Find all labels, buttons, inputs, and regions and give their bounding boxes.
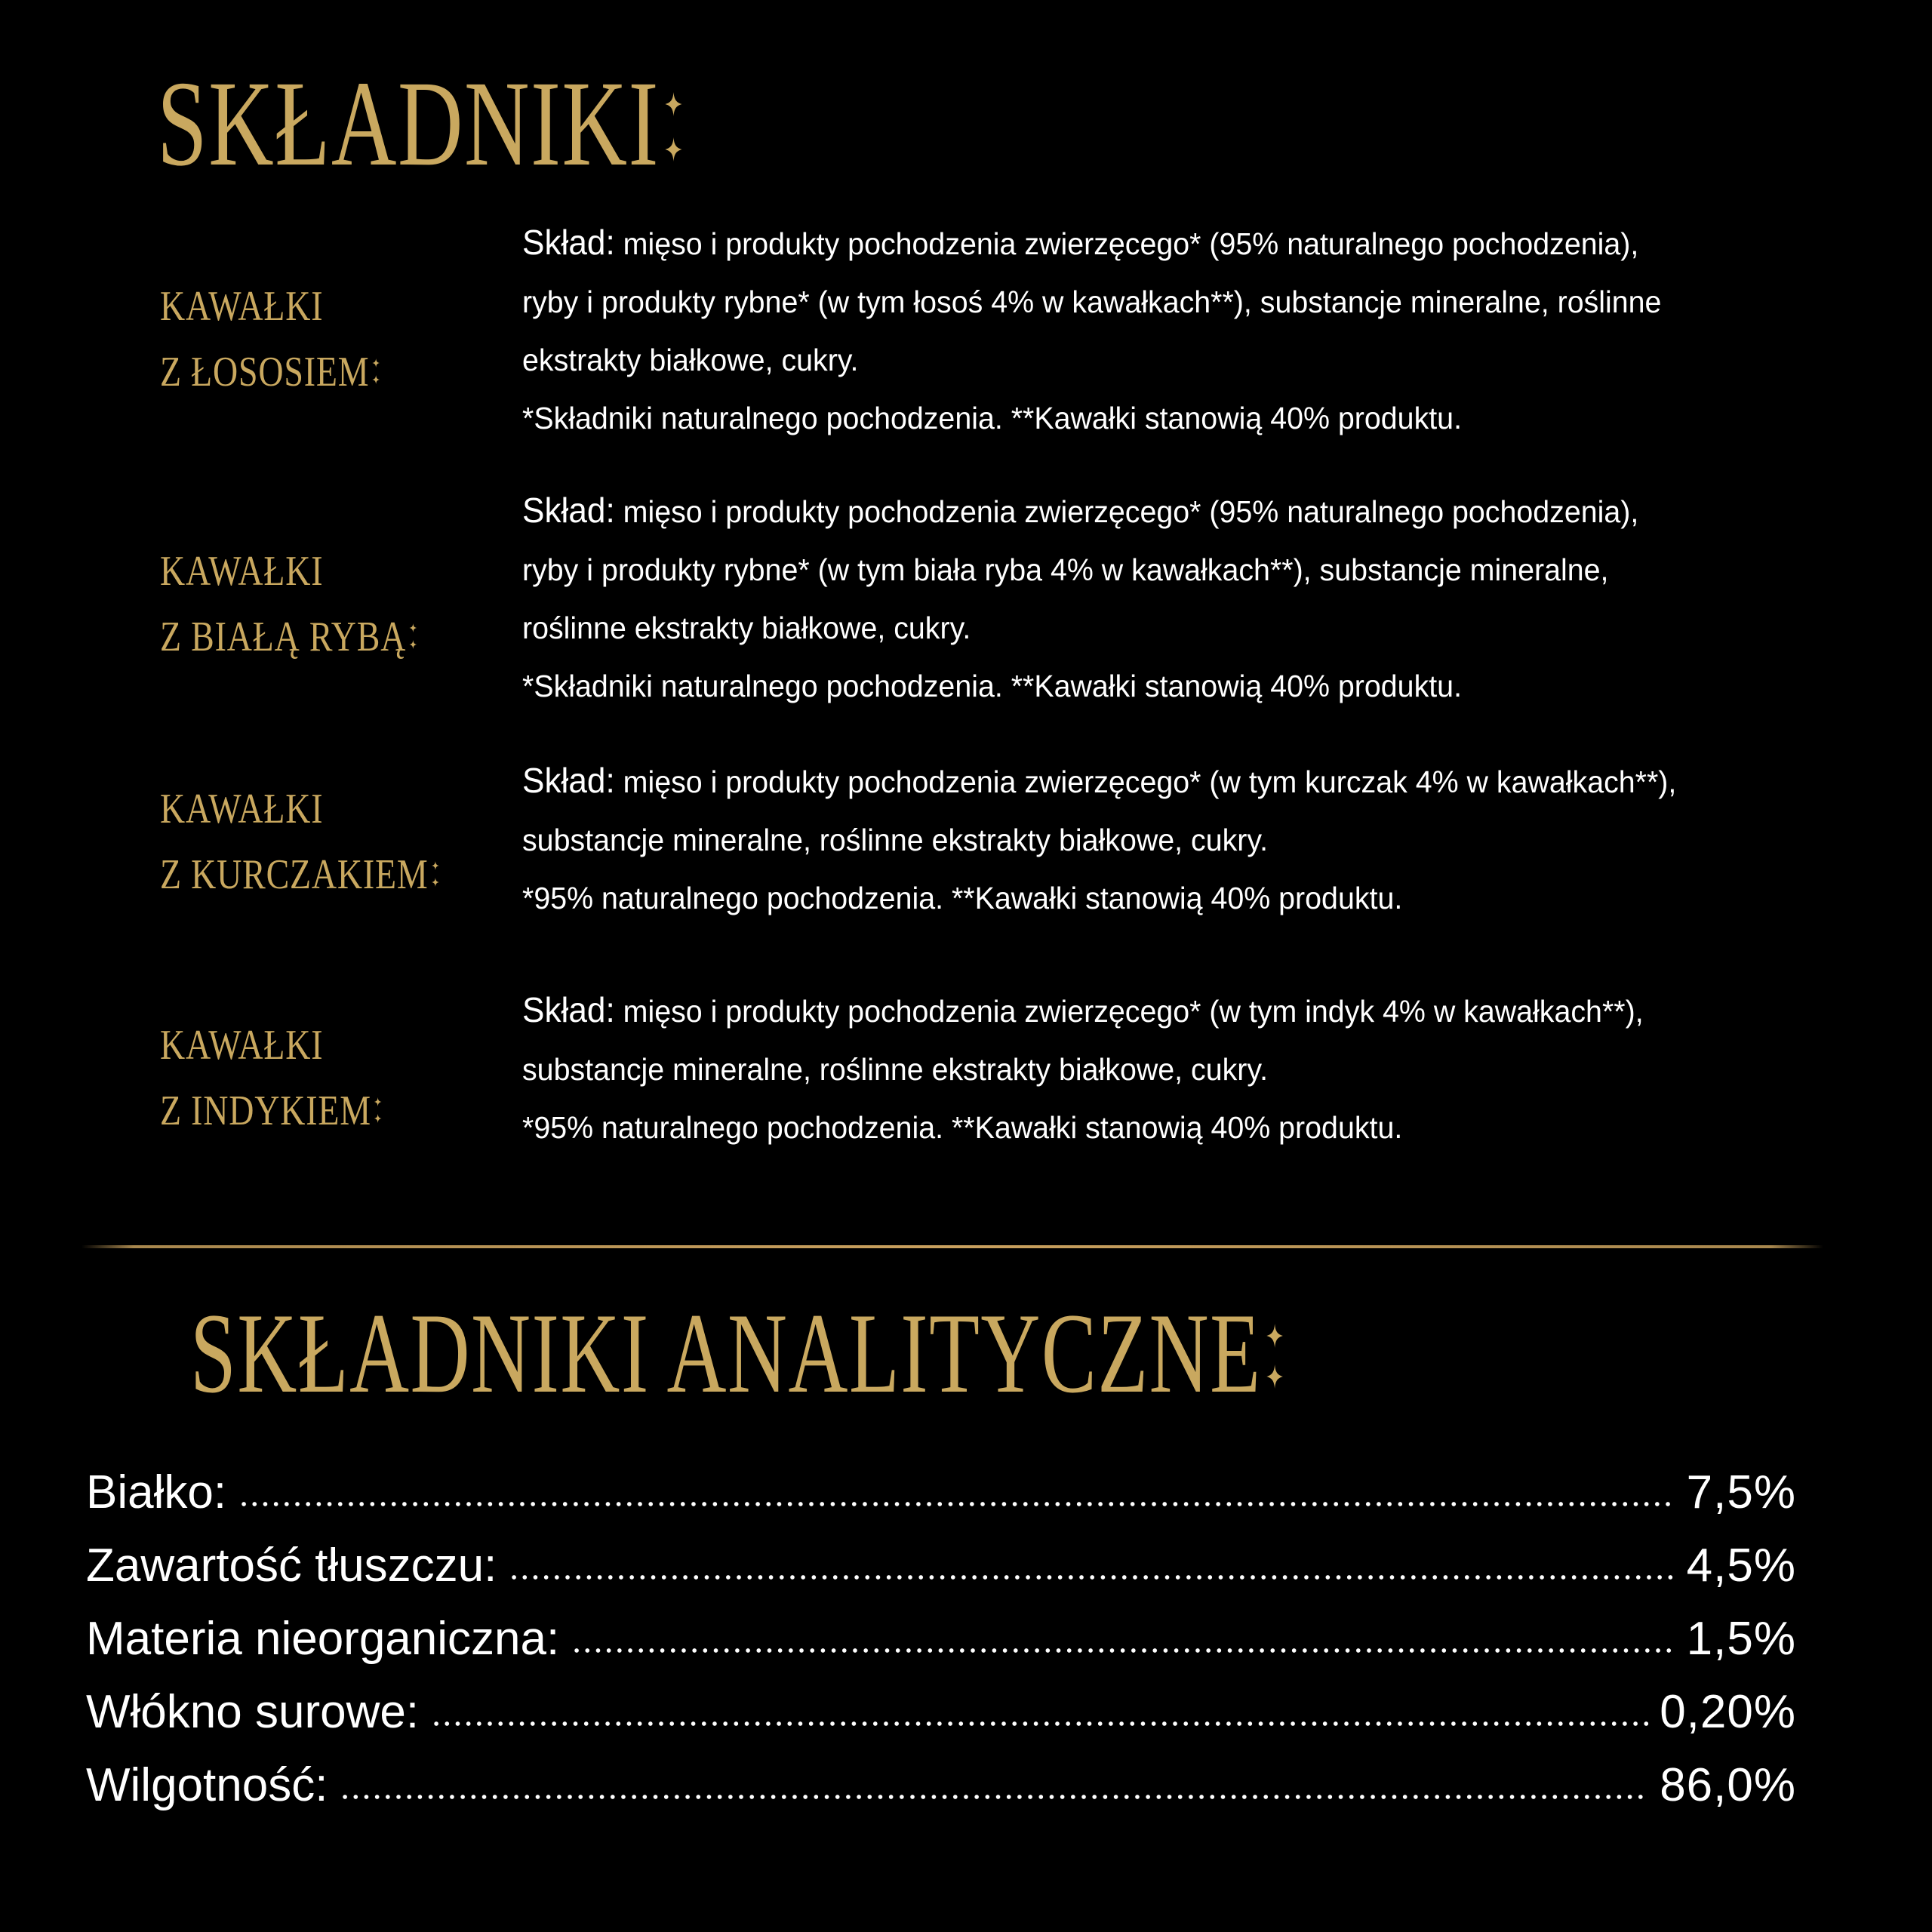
sklad-label: Skład: [522,223,615,262]
composition-footnote: *95% naturalnego pochodzenia. **Kawałki stanowią 40% produktu. [522,1110,1403,1145]
analytic-row [86,1758,1796,1832]
sparkle-colon-icon [1266,1296,1284,1411]
variant-composition [522,752,1870,928]
analytic-heading-text: SKŁADNIKI ANALITYCZNE [190,1290,1262,1417]
analytic-value: 0,20% [1660,1686,1796,1738]
sparkle-colon-icon [372,340,380,405]
analytic-name: Wilgotność: [86,1759,328,1811]
analytic-value: 7,5% [1686,1466,1796,1518]
composition-footnote: *95% naturalnego pochodzenia. **Kawałki stanowią 40% produktu. [522,881,1403,915]
composition-line: substancje mineralne, roślinne ekstrakty białkowe, cukry. [522,823,1269,857]
variant-composition [522,481,1870,715]
sklad-label: Skład: [522,491,615,530]
variant-label [160,539,417,670]
dot-leader [340,1795,1649,1799]
variant-composition [522,981,1870,1157]
variant-label [160,274,380,405]
analytic-value: 4,5% [1686,1540,1796,1592]
variant-label-line2: Z ŁOSOSIEM [160,349,370,395]
composition-line: substancje mineralne, roślinne ekstrakty białkowe, cukry. [522,1052,1269,1087]
composition-line: Skład: mięso i produkty pochodzenia zwierzęcego* (95% naturalnego pochodzenia), [522,491,1639,530]
composition-line: Skład: mięso i produkty pochodzenia zwierzęcego* (95% naturalnego pochodzenia), [522,223,1639,262]
variant-label-line2: Z BIAŁĄ RYBĄ [160,614,407,660]
variant-label [160,1013,383,1144]
composition-line: ryby i produkty rybne* (w tym biała ryba 4% w kawałkach**), substancje mineralne, [522,552,1609,587]
analytic-row [86,1685,1796,1758]
analytic-name: Włókno surowe: [86,1686,420,1738]
analytic-name: Zawartość tłuszczu: [86,1540,497,1592]
dot-leader [509,1575,1675,1580]
composition-line: ekstrakty białkowe, cukry. [522,343,859,377]
variant-label-line1: KAWAŁKI [160,283,324,330]
analytic-name: Materia nieorganiczna: [86,1613,560,1665]
analytic-table [86,1466,1796,1832]
ingredients-heading-text: SKŁADNIKI [157,57,660,192]
variant-label-line2: Z KURCZAKIEM [160,851,429,898]
dot-leader [238,1502,1676,1506]
variant-label-line1: KAWAŁKI [160,786,324,832]
dot-leader [571,1648,1675,1653]
sparkle-colon-icon [374,1078,382,1144]
variant-label-line1: KAWAŁKI [160,1022,324,1069]
analytic-row [86,1466,1796,1539]
dot-leader [431,1721,1649,1726]
analytic-name: Białko: [86,1466,227,1518]
sparkle-colon-icon [431,842,439,908]
composition-line: ryby i produkty rybne* (w tym łosoś 4% w kawałkach**), substancje mineralne, roślinne [522,285,1662,319]
composition-footnote: *Składniki naturalnego pochodzenia. **Kawałki stanowią 40% produktu. [522,401,1463,435]
gold-divider [82,1245,1823,1248]
composition-footnote: *Składniki naturalnego pochodzenia. **Kawałki stanowią 40% produktu. [522,669,1463,703]
analytic-row [86,1612,1796,1685]
variant-composition [522,214,1870,448]
variant-label [160,777,439,908]
composition-line: roślinne ekstrakty białkowe, cukry. [522,611,971,645]
composition-line: Skład: mięso i produkty pochodzenia zwierzęcego* (w tym kurczak 4% w kawałkach**), [522,761,1677,800]
variant-label-line1: KAWAŁKI [160,548,324,595]
sklad-label: Skład: [522,990,615,1029]
ingredients-heading [157,57,683,192]
composition-line: Skład: mięso i produkty pochodzenia zwierzęcego* (w tym indyk 4% w kawałkach**), [522,990,1644,1029]
sparkle-colon-icon [664,63,683,186]
analytic-value: 1,5% [1686,1613,1796,1665]
analytic-value: 86,0% [1660,1759,1796,1811]
sklad-label: Skład: [522,761,615,800]
analytic-heading [190,1290,1284,1417]
sparkle-colon-icon [408,605,417,670]
analytic-row [86,1539,1796,1612]
variant-label-line2: Z INDYKIEM [160,1088,371,1134]
